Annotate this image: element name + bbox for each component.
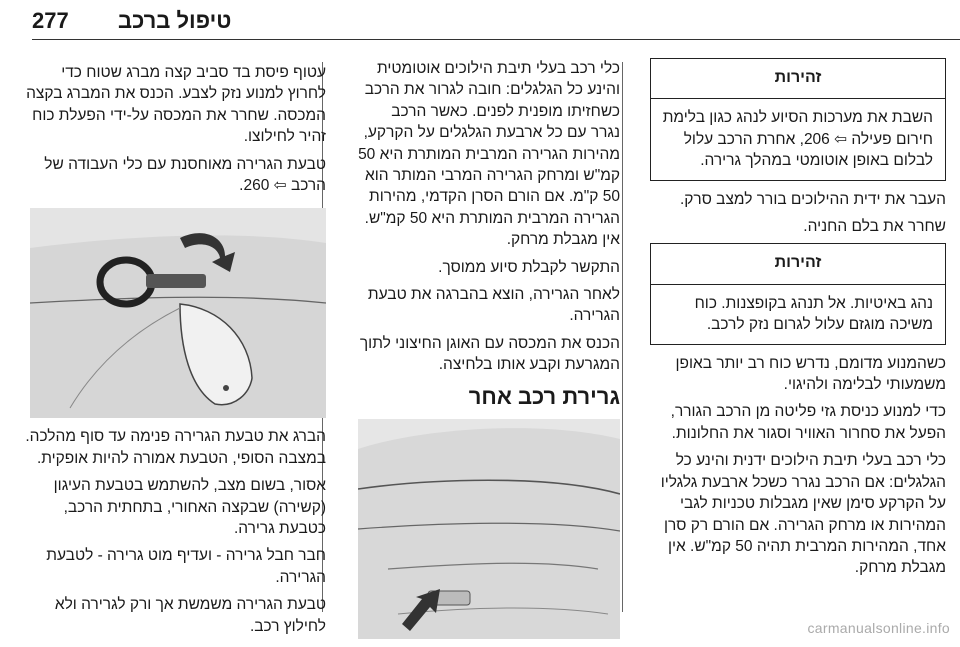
column-right bbox=[650, 58, 946, 585]
paragraph: עטוף פיסת בד סביב קצה מברג שטוח כדי לחרוץ למנוע נזק לצבע. הכנס את המברג בקצה המכסה. שחרר את המכסה על-ידי הפעלת כוח זהיר לחילוצו. bbox=[26, 64, 326, 146]
warning-title: זהירות bbox=[651, 244, 945, 284]
paragraph: טבעת הגרירה משמשת אך ורק לגרירה ולא לחילוץ רכב. bbox=[54, 596, 326, 635]
warning-title: זהירות bbox=[651, 59, 945, 99]
paragraph: כדי למנוע כניסת גזי פליטה מן הרכב הגורר, הפעל את סחרור האוויר וסגור את החלונות. bbox=[670, 403, 946, 442]
paragraph: הכנס את המכסה עם האוגן החיצוני לתוך המגרעת וקבע אותו בלחיצה. bbox=[359, 334, 620, 374]
page-number: 277 bbox=[32, 8, 69, 33]
warning-box-1 bbox=[650, 58, 946, 181]
paragraph: אסור, בשום מצב, להשתמש בטבעת העיגון (קשירה) שבקצה האחורי, בתחתית הרכב, כטבעת גרירה. bbox=[53, 477, 326, 538]
watermark: carmanualsonline.info bbox=[807, 620, 950, 636]
section-heading: גרירת רכב אחר bbox=[468, 383, 620, 409]
paragraph: שחרר את בלם החניה. bbox=[803, 218, 946, 236]
warning-body: השבת את מערכות הסיוע לנהג כגון בלימת חירום פעילה ⇦ 206, אחרת הרכב עלול לבלום באופן אוטומטי במהלך גרירה. bbox=[662, 109, 933, 170]
paragraph: לאחר הגרירה, הוצא בהברגה את טבעת הגרירה. bbox=[367, 286, 620, 325]
tow-eye-illustration bbox=[30, 208, 326, 418]
tow-eye-drawing bbox=[30, 208, 326, 418]
paragraph: כלי רכב בעלי תיבת הילוכים אוטומטית והינע כל הגלגלים: חובה לגרור את הרכב כשחזיתו מופנית לפנים. כאשר הרכב נגרר עם כל ארבעת הגלגלים על הקרקע, מהירות הגרירה המרבית המותרת היא 50 קמ"ש ומרחק הגרירה המרבי המותר הוא 50 ק"מ. אם הורם הסרן הקדמי, מהירות הגרירה המרבית המותרת היא 50 קמ"ש. אין מגבלת מרחק. bbox=[358, 60, 620, 249]
column-middle bbox=[358, 58, 620, 647]
paragraph: חבר חבל גרירה - ועדיף מוט גרירה - לטבעת הגרירה. bbox=[46, 547, 326, 586]
rear-bumper-illustration bbox=[358, 419, 620, 639]
paragraph: כשהמנוע מדומם, נדרש כוח רב יותר באופן משמעותי לבלימה ולהיגוי. bbox=[675, 354, 946, 394]
warning-body: נהג באיטיות. אל תנהג בקופצנות. כוח משיכה מוגזם עלול לגרום נזק לרכב. bbox=[694, 294, 933, 334]
section-title: טיפול ברכב bbox=[118, 8, 232, 33]
bumper-drawing bbox=[358, 419, 620, 639]
column-divider-right bbox=[622, 62, 623, 612]
warning-box-2 bbox=[650, 243, 946, 344]
paragraph: התקשר לקבלת סיוע ממוסך. bbox=[438, 258, 620, 276]
paragraph: טבעת הגרירה מאוחסנת עם כלי העבודה של הרכב ⇦ 260. bbox=[44, 155, 326, 195]
paragraph: העבר את ידית ההילוכים בורר למצב סרק. bbox=[679, 190, 946, 208]
page-header bbox=[0, 6, 960, 36]
paragraph: הברג את טבעת הגרירה פנימה עד סוף מהלכה. במצבה הסופי, הטבעת אמורה להיות אופקית. bbox=[25, 428, 326, 467]
header-rule bbox=[32, 39, 960, 40]
paragraph: כלי רכב בעלי תיבת הילוכים ידנית והינע כל הגלגלים: אם הרכב נגרר כשכל ארבעת גלגליו על הקרקע סימן שאין מגבלות טכניות לגבי המהירות או מרחק הגרירה. אם הורם רק סרן אחד, המהירות המרבית תהיה 50 קמ"ש. אין מגבלת מרחק. bbox=[660, 452, 946, 577]
column-left bbox=[22, 62, 326, 643]
